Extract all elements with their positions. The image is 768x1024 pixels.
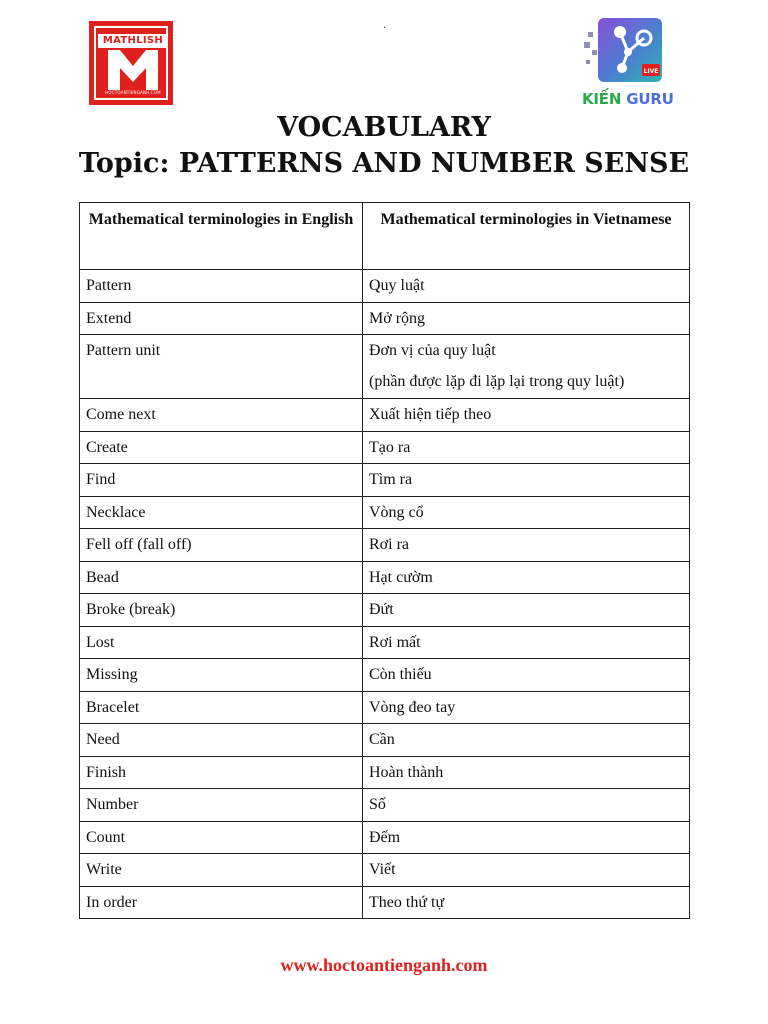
cell-vietnamese: Viết bbox=[363, 854, 690, 887]
table-header-row bbox=[80, 203, 690, 270]
table-row bbox=[80, 659, 690, 692]
cell-vietnamese: Tìm ra bbox=[363, 464, 690, 497]
cell-vietnamese: Rơi ra bbox=[363, 529, 690, 562]
cell-vietnamese-line1: Đơn vị của quy luật bbox=[369, 342, 496, 359]
cell-vietnamese: Theo thứ tự bbox=[363, 886, 690, 919]
cell-english: Find bbox=[80, 464, 363, 497]
cell-vietnamese: Cần bbox=[363, 724, 690, 757]
cell-english: Number bbox=[80, 789, 363, 822]
cell-english: Write bbox=[80, 854, 363, 887]
kien-text: KIẾN bbox=[582, 90, 622, 108]
cell-vietnamese: Tạo ra bbox=[363, 431, 690, 464]
table-row bbox=[80, 464, 690, 497]
cell-english: Count bbox=[80, 821, 363, 854]
cell-vietnamese: Còn thiếu bbox=[363, 659, 690, 692]
cell-vietnamese: Đứt bbox=[363, 594, 690, 627]
cell-vietnamese: Xuất hiện tiếp theo bbox=[363, 399, 690, 432]
cell-english: In order bbox=[80, 886, 363, 919]
table-row bbox=[80, 886, 690, 919]
kien-guru-wordmark bbox=[582, 90, 682, 108]
topic-title: Topic: PATTERNS AND NUMBER SENSE bbox=[78, 148, 690, 179]
live-badge: LIVE bbox=[643, 68, 659, 75]
cell-english: Need bbox=[80, 724, 363, 757]
table-row bbox=[80, 756, 690, 789]
mathlish-site-text: HOCTOANTIENGANH.COM bbox=[105, 90, 161, 95]
table-row bbox=[80, 789, 690, 822]
mathlish-logo bbox=[89, 21, 173, 105]
table-row bbox=[80, 626, 690, 659]
table-row bbox=[80, 691, 690, 724]
vocabulary-table bbox=[79, 202, 690, 919]
cell-vietnamese bbox=[363, 335, 690, 399]
table-row bbox=[80, 399, 690, 432]
cell-english: Pattern bbox=[80, 270, 363, 303]
table-row bbox=[80, 724, 690, 757]
footer-website-link[interactable]: www.hoctoantienganh.com bbox=[280, 955, 488, 975]
table-row bbox=[80, 270, 690, 303]
header-vietnamese: Mathematical terminologies in Vietnamese bbox=[363, 203, 690, 270]
page-title: VOCABULARY bbox=[277, 112, 491, 143]
table-row bbox=[80, 302, 690, 335]
cell-english: Come next bbox=[80, 399, 363, 432]
cell-english: Pattern unit bbox=[80, 335, 363, 399]
cell-english: Broke (break) bbox=[80, 594, 363, 627]
table-row bbox=[80, 821, 690, 854]
cell-vietnamese: Mở rộng bbox=[363, 302, 690, 335]
cell-vietnamese: Rơi mất bbox=[363, 626, 690, 659]
cell-english: Create bbox=[80, 431, 363, 464]
mathlish-m-icon bbox=[108, 50, 158, 90]
cell-vietnamese: Hạt cườm bbox=[363, 561, 690, 594]
mathlish-brand-text: MATHLISH bbox=[98, 34, 168, 48]
cell-english: Finish bbox=[80, 756, 363, 789]
cell-english: Bead bbox=[80, 561, 363, 594]
table-row bbox=[80, 335, 690, 399]
cell-english: Lost bbox=[80, 626, 363, 659]
cell-english: Missing bbox=[80, 659, 363, 692]
guru-text: GURU bbox=[626, 90, 674, 108]
table-row bbox=[80, 561, 690, 594]
cell-vietnamese: Vòng cổ bbox=[363, 496, 690, 529]
cell-vietnamese: Số bbox=[363, 789, 690, 822]
header-english: Mathematical terminologies in English bbox=[80, 203, 363, 270]
cell-vietnamese: Đếm bbox=[363, 821, 690, 854]
table-row bbox=[80, 854, 690, 887]
cell-english: Necklace bbox=[80, 496, 363, 529]
cell-vietnamese: Vòng đeo tay bbox=[363, 691, 690, 724]
cell-english: Extend bbox=[80, 302, 363, 335]
cell-vietnamese: Hoàn thành bbox=[363, 756, 690, 789]
table-row bbox=[80, 594, 690, 627]
cell-english: Bracelet bbox=[80, 691, 363, 724]
kien-guru-mark-icon bbox=[598, 18, 662, 82]
page-dot: . bbox=[383, 20, 387, 31]
table-row bbox=[80, 431, 690, 464]
cell-vietnamese-line2: (phần được lặp đi lặp lại trong quy luật) bbox=[369, 373, 625, 390]
table-row bbox=[80, 529, 690, 562]
table-row bbox=[80, 496, 690, 529]
cell-english: Fell off (fall off) bbox=[80, 529, 363, 562]
kien-guru-logo bbox=[582, 16, 682, 112]
cell-vietnamese: Quy luật bbox=[363, 270, 690, 303]
